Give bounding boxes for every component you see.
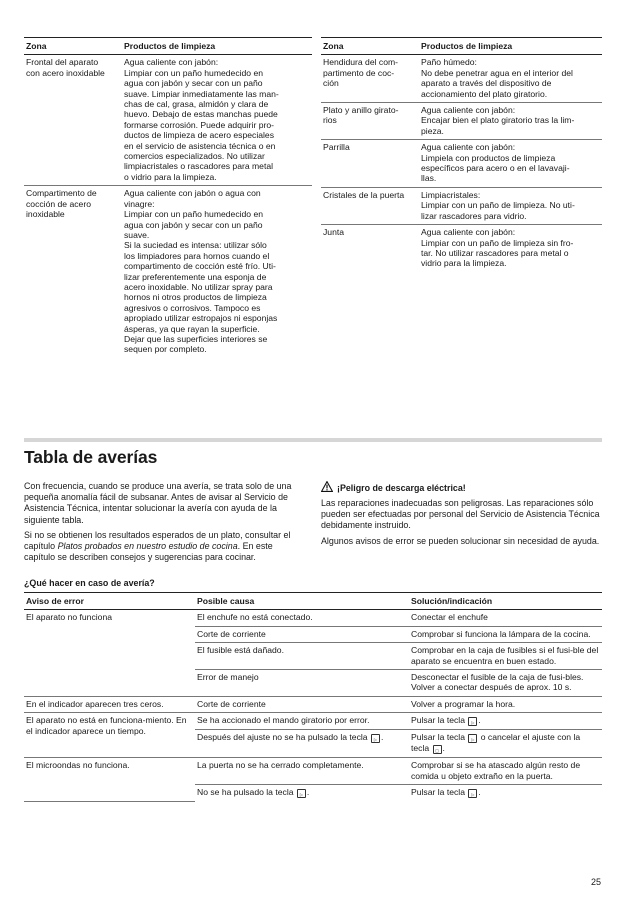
- fault-subheading: ¿Qué hacer en caso de avería?: [24, 578, 155, 588]
- section-divider: [24, 438, 602, 442]
- start-key-icon: ▷: [297, 789, 306, 798]
- warning-block: [321, 481, 602, 551]
- start-key-icon: ▷: [468, 789, 477, 798]
- column-header-products: Productos de limpieza: [122, 38, 312, 55]
- cause-cell: Corte de corriente: [195, 626, 409, 642]
- solution-cell: Volver a programar la hora.: [409, 696, 602, 712]
- column-header-products: Productos de limpieza: [419, 38, 602, 55]
- table-row: [24, 713, 602, 730]
- cleaning-table-left: [24, 37, 312, 358]
- table-row: [24, 186, 312, 358]
- zone-cell: Junta: [323, 227, 345, 238]
- column-header-solution: Solución/indicación: [409, 593, 602, 610]
- cause-cell: Corte de corriente: [195, 696, 409, 712]
- table-row: [321, 140, 602, 188]
- stop-key-icon: ▢: [433, 745, 442, 754]
- warning-triangle-icon: [321, 481, 333, 495]
- column-header-cause: Posible causa: [195, 593, 409, 610]
- cause-text: .: [380, 732, 384, 743]
- cause-cell: Error de manejo: [195, 670, 409, 697]
- error-cell: El aparato no funciona: [24, 610, 195, 696]
- solution-text: .: [478, 715, 481, 726]
- cause-text: Después del ajuste no se ha pulsado la tecla: [197, 732, 370, 743]
- error-cell: En el indicador aparecen tres ceros.: [24, 696, 195, 712]
- section-title: Tabla de averías: [24, 447, 158, 467]
- solution-text: Pulsar la tecla: [411, 715, 468, 726]
- error-cell: El microondas no funciona.: [24, 758, 195, 801]
- zone-cell: Compartimento de cocción de acero inoxidable: [26, 188, 97, 220]
- chapter-reference: Platos probados en nuestro estudio de cocina: [57, 541, 238, 552]
- table-row: [24, 610, 602, 626]
- products-cell: Agua caliente con jabón: Limpiar con un paño humedecido en agua con jabón y secar con un paño suave. Limpiar inmediatamente las man- chas de cal, grasa, almidón y clara de huevo. Debajo de estas manchas puede formarse corrosión. Puede adquirir pro- ductos de limpieza de acero especiales en el servicio de asistencia técnica o en comercios especializados. No utilizar limpiacristales o rascadores para metal o vidrio para la limpieza.: [124, 57, 279, 182]
- cause-cell: Se ha accionado el mando giratorio por error.: [195, 713, 409, 730]
- fault-table: [24, 592, 602, 802]
- cleaning-table-right: [321, 37, 602, 272]
- cause-cell: [195, 785, 409, 802]
- solution-cell: Desconectar el fusible de la caja de fusi-bles. Volver a conectar después de aprox. 10 s.: [409, 670, 602, 697]
- intro-column: [24, 481, 306, 567]
- table-header-row: [24, 38, 312, 55]
- products-cell: Limpiacristales: Limpiar con un paño de limpieza. No uti- lizar rascadores para vidrio.: [421, 189, 575, 221]
- table-header-row: [321, 38, 602, 55]
- solution-cell: Conectar el enchufe: [409, 610, 602, 626]
- error-cell: El aparato no está en funciona-miento. En el indicador aparece un tiempo.: [24, 713, 195, 758]
- solution-text: .: [478, 787, 481, 798]
- warning-heading: [321, 481, 602, 495]
- column-header-zone: Zona: [321, 38, 419, 55]
- solution-cell: Comprobar en la caja de fusibles si el fusi-ble del aparato se encuentra en buen estado.: [409, 643, 602, 670]
- warning-title: ¡Peligro de descarga eléctrica!: [337, 483, 466, 493]
- cause-text: .: [306, 787, 310, 798]
- cause-cell: La puerta no se ha cerrado completamente.: [195, 758, 409, 785]
- page-number: 25: [591, 877, 602, 887]
- table-row: [321, 187, 602, 224]
- intro-paragraph-cookbook: [24, 530, 306, 564]
- solution-text: o cancelar el ajuste con la tecla: [411, 732, 581, 754]
- table-header-row: [24, 593, 602, 610]
- cause-cell: El enchufe no está conectado.: [195, 610, 409, 626]
- table-row: [24, 55, 312, 186]
- solution-cell: Comprobar si funciona la lámpara de la cocina.: [409, 626, 602, 642]
- cause-text: No se ha pulsado la tecla: [197, 787, 296, 798]
- intro-text: . En este capítulo se describen consejos y sugerencias para cocinar.: [24, 541, 273, 563]
- zone-cell: Cristales de la puerta: [323, 189, 405, 200]
- solution-cell: [409, 713, 602, 730]
- table-row: [321, 55, 602, 103]
- intro-text: Si no se obtienen los resultados esperados de un plato, consultar el capítulo: [24, 529, 291, 552]
- products-cell: Paño húmedo: No debe penetrar agua en el interior del aparato a través del dispositivo de accionamiento del plato giratorio.: [421, 57, 573, 99]
- cause-cell: [195, 730, 409, 758]
- solution-text: Pulsar la tecla: [411, 787, 468, 798]
- zone-cell: Frontal del aparato con acero inoxidable: [26, 57, 105, 78]
- column-header-error: Aviso de error: [24, 593, 195, 610]
- warning-paragraph: Las reparaciones inadecuadas son peligrosas. Las reparaciones sólo pueden ser efectuadas por personal del Servicio de Asistencia Técnica debidamente instruido.: [321, 498, 600, 531]
- column-header-zone: Zona: [24, 38, 122, 55]
- products-cell: Agua caliente con jabón o agua con vinagre: Limpiar con un paño humedecido en agua con jabón y secar con un paño suave. Si la suciedad es intensa: utilizar sólo los limpiadores para hornos cuando el compartimento de cocción esté frío. Uti- lizar preferentemente una esponja de acero inoxidable. No utilizar spray para hornos ni otros productos de limpieza agresivos o corrosivos. Tampoco es apropiado utilizar estropajos ni esponjas ásperas, ya que rayan la superficie. Dejar que las superficies interiores se sequen por completo.: [124, 188, 278, 355]
- solution-text: .: [442, 743, 445, 754]
- solution-cell: Comprobar si se ha atascado algún resto de comida u objeto extraño en la puerta.: [409, 758, 602, 785]
- table-row: [321, 225, 602, 272]
- table-row: [24, 758, 602, 785]
- solution-cell: [409, 730, 602, 758]
- products-cell: Agua caliente con jabón: Limpiar con un paño de limpieza sin fro- tar. No utilizar rascadores para metal o vidrio para la limpieza.: [421, 227, 574, 269]
- start-key-icon: ▷: [468, 734, 477, 743]
- table-row: [24, 696, 602, 712]
- zone-cell: Parrilla: [323, 142, 350, 153]
- products-cell: Agua caliente con jabón: Encajar bien el plato giratorio tras la lim- pieza.: [421, 105, 575, 136]
- solution-cell: [409, 785, 602, 802]
- solution-text: Pulsar la tecla: [411, 732, 468, 743]
- products-cell: Agua caliente con jabón: Limpiela con productos de limpieza específicos para acero o en el lavavaji- llas.: [421, 142, 570, 184]
- start-key-icon: ▷: [371, 734, 380, 743]
- table-row: [321, 103, 602, 140]
- zone-cell: Plato y anillo girato- rios: [323, 105, 399, 126]
- zone-cell: Hendidura del com- partimento de coc- ción: [323, 57, 398, 89]
- start-key-icon: ▷: [468, 717, 477, 726]
- warning-paragraph: Algunos avisos de error se pueden solucionar sin necesidad de ayuda.: [321, 535, 600, 546]
- cause-cell: El fusible está dañado.: [195, 643, 409, 670]
- intro-paragraph: Con frecuencia, cuando se produce una avería, se trata solo de una pequeña anomalía fácil de subsanar. Antes de avisar al Servicio de Asistencia Técnica, intentar solucionar la avería con ayuda de la siguiente tabla.: [24, 481, 292, 525]
